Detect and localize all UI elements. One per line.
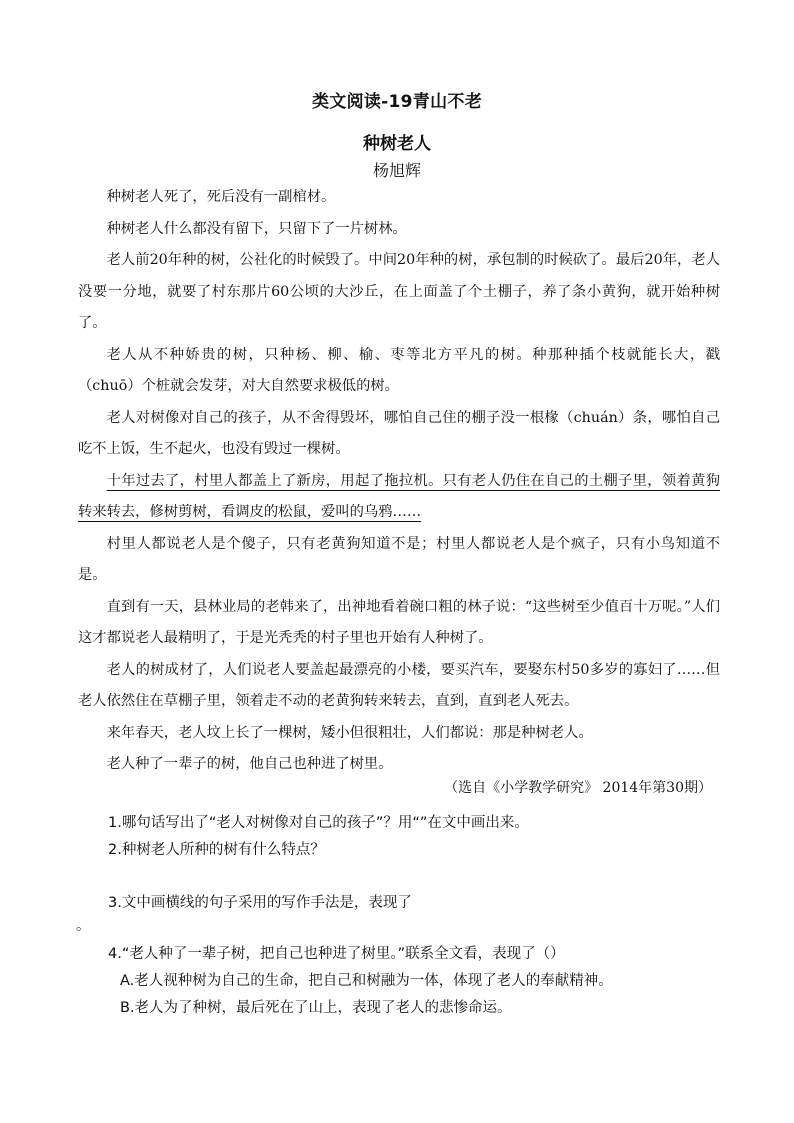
question-4-option-b: B.老人为了种树，最后死在了山上，表现了老人的悲惨命运。	[120, 1000, 512, 1016]
story-author: 杨旭辉	[372, 161, 421, 180]
article-paragraph: 来年春天，老人坟上长了一棵树，矮小但很粗壮，人们都说：那是种树老人。	[106, 724, 593, 741]
question-3-answer-end: 。	[76, 918, 91, 934]
underlined-paragraph: 十年过去了，村里人都盖上了新房，用起了拖拉机。只有老人仍住在自己的土棚子里，领着黄狗转来转去，修树剪树，看调皮的松鼠，爱叫的乌鸦……	[78, 472, 720, 520]
article-paragraph: 老人从不种娇贵的树，只种杨、柳、榆、枣等北方平凡的树。种那种插个枝就能长大，戳（chuō）个桩就会发芽，对大自然要求极低的树。	[78, 346, 720, 394]
article-paragraph: 直到有一天，县林业局的老韩来了，出神地看着碗口粗的林子说：“这些树至少值百十万呢。”人们这才都说老人最精明了，于是光秃秃的村子里也开始有人种树了。	[78, 598, 720, 646]
article-paragraph: 村里人都说老人是个傻子，只有老黄狗知道不是；村里人都说老人是个疯子，只有小鸟知道不是。	[78, 535, 720, 583]
article-source: （选自《小学教学研究》 2014年第30期）	[444, 780, 712, 796]
article-paragraph: 老人对树像对自己的孩子，从不舍得毁坏，哪怕自己住的棚子没一根椽（chuán）条，哪怕自己吃不上饭，生不起火，也没有毁过一棵树。	[78, 409, 720, 457]
article-paragraph: 种树老人什么都没有留下，只留下了一片树林。	[106, 220, 407, 237]
article-paragraph: 种树老人死了，死后没有一副棺材。	[106, 189, 336, 205]
article-paragraph: 老人种了一辈子的树，他自己也种进了树里。	[106, 756, 393, 772]
question-3: 3.文中画横线的句子采用的写作手法是，表现了	[108, 895, 412, 911]
question-4-option-a: A.老人视种树为自己的生命，把自己和树融为一体，体现了老人的奉献精神。	[120, 973, 613, 989]
article-paragraph: 老人前20年种的树，公社化的时候毁了。中间20年种的树，承包制的时候砍了。最后20年，老人没要一分地，就要了村东那片60公顷的大沙丘，在上面盖了个土棚子，养了条小黄狗，就开始种树了。	[78, 252, 720, 331]
question-2: 2.种树老人所种的树有什么特点？	[108, 842, 325, 858]
article-body	[78, 182, 720, 781]
article-paragraph: 老人的树成材了，人们说老人要盖起最漂亮的小楼，要买汽车，要娶东村50多岁的寡妇了……但老人依然住在草棚子里，领着走不动的老黄狗转来转去，直到，直到老人死去。	[78, 661, 720, 709]
document-title: 类文阅读-19青山不老	[311, 92, 482, 112]
question-1: 1.哪句话写出了“老人对树像对自己的孩子”？用“”在文中画出来。	[108, 815, 529, 831]
story-title: 种树老人	[363, 134, 431, 154]
question-4: 4.“老人种了一辈子树，把自己也种进了树里。”联系全文看，表现了（）	[108, 946, 565, 962]
